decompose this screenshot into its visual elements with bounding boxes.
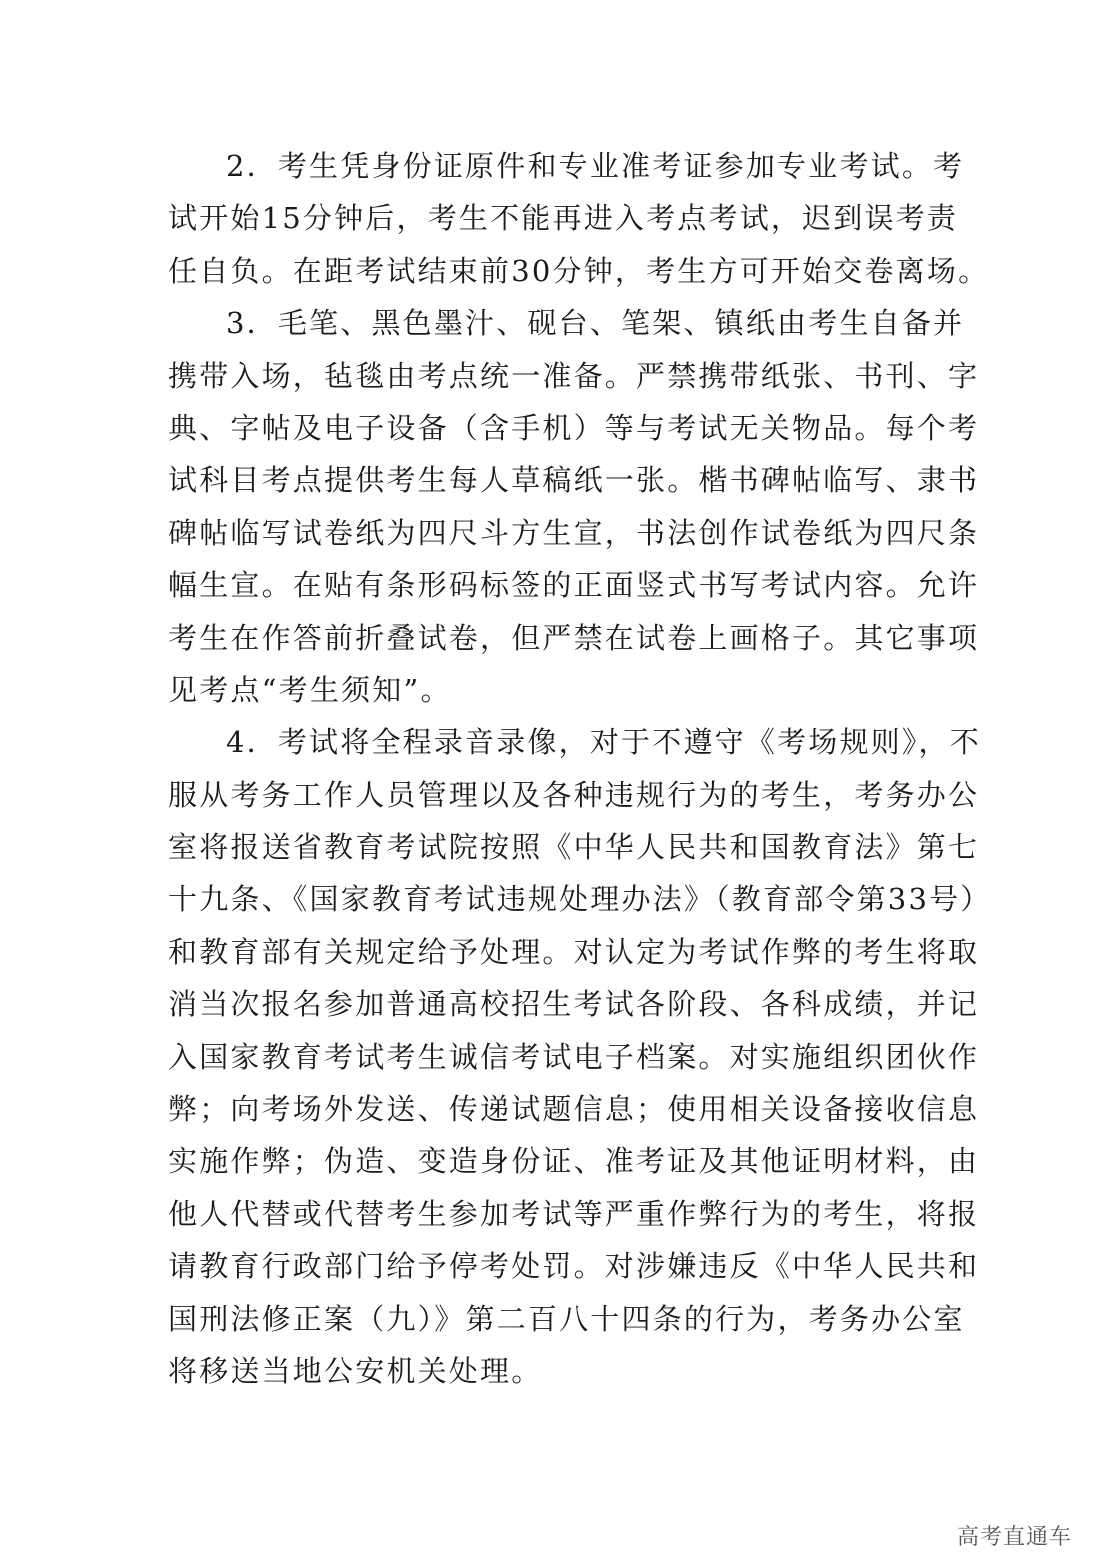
- watermark: 高考直通车: [956, 1525, 1072, 1550]
- paragraph-3: [168, 297, 980, 716]
- paragraph-line: 弊；向考场外发送、传递试题信息；使用相关设备接收信息: [168, 1092, 980, 1127]
- paragraph-line: 消当次报名参加普通高校招生考试各阶段、各科成绩，并记: [168, 987, 980, 1022]
- paragraph-line: 4．考试将全程录音录像，对于不遵守《考场规则》，不: [226, 725, 981, 760]
- paragraph-2: [168, 140, 990, 297]
- paragraph-line: 3．毛笔、黑色墨汁、砚台、笔架、镇纸由考生自备并: [226, 306, 965, 341]
- paragraph-line: 典、字帖及电子设备（含手机）等与考试无关物品。每个考: [168, 410, 980, 445]
- paragraph-line: 2．考生凭身份证原件和专业准考证参加专业考试。考: [226, 149, 965, 183]
- paragraph-line: 室将报送省教育考试院按照《中华人民共和国教育法》第七: [168, 830, 980, 865]
- paragraph-line: 幅生宣。在贴有条形码标签的正面竖式书写考试内容。允许: [168, 568, 980, 603]
- paragraph-line: 请教育行政部门给予停考处罚。对涉嫌违反《中华人民共和: [168, 1249, 980, 1284]
- paragraph-4: [168, 716, 992, 1397]
- paragraph-line: 服从考务工作人员管理以及各种违规行为的考生，考务办公: [168, 777, 980, 812]
- paragraph-line: 携带入场，毡毯由考点统一准备。严禁携带纸张、书刊、字: [168, 358, 980, 393]
- paragraph-line: 入国家教育考试考生诚信考试电子档案。对实施组织团伙作: [168, 1039, 980, 1074]
- paragraph-line: 任自负。在距考试结束前30分钟，考生方可开始交卷离场。: [168, 253, 990, 288]
- paragraph-line: 考生在作答前折叠试卷，但严禁在试卷上画格子。其它事项: [168, 620, 980, 655]
- paragraph-line: 碑帖临写试卷纸为四尺斗方生宣，书法创作试卷纸为四尺条: [168, 515, 980, 550]
- paragraph-line: 国刑法修正案（九）》第二百八十四条的行为，考务办公室: [168, 1301, 965, 1336]
- paragraph-line: 将移送当地公安机关处理。: [168, 1353, 543, 1388]
- document-body: [168, 140, 992, 1397]
- paragraph-line: 十九条、《国家教育考试违规处理办法》（教育部令第33号）: [168, 882, 992, 917]
- paragraph-line: 实施作弊；伪造、变造身份证、准考证及其他证明材料，由: [168, 1144, 980, 1179]
- paragraph-line: 和教育部有关规定给予处理。对认定为考试作弊的考生将取: [168, 934, 980, 969]
- paragraph-line: 见考点“考生须知”。: [168, 672, 452, 707]
- paragraph-line: 他人代替或代替考生参加考试等严重作弊行为的考生，将报: [168, 1196, 980, 1231]
- paragraph-line: 试科目考点提供考生每人草稿纸一张。楷书碑帖临写、隶书: [168, 463, 980, 498]
- paragraph-line: 试开始15分钟后，考生不能再进入考点考试，迟到误考责: [168, 201, 959, 236]
